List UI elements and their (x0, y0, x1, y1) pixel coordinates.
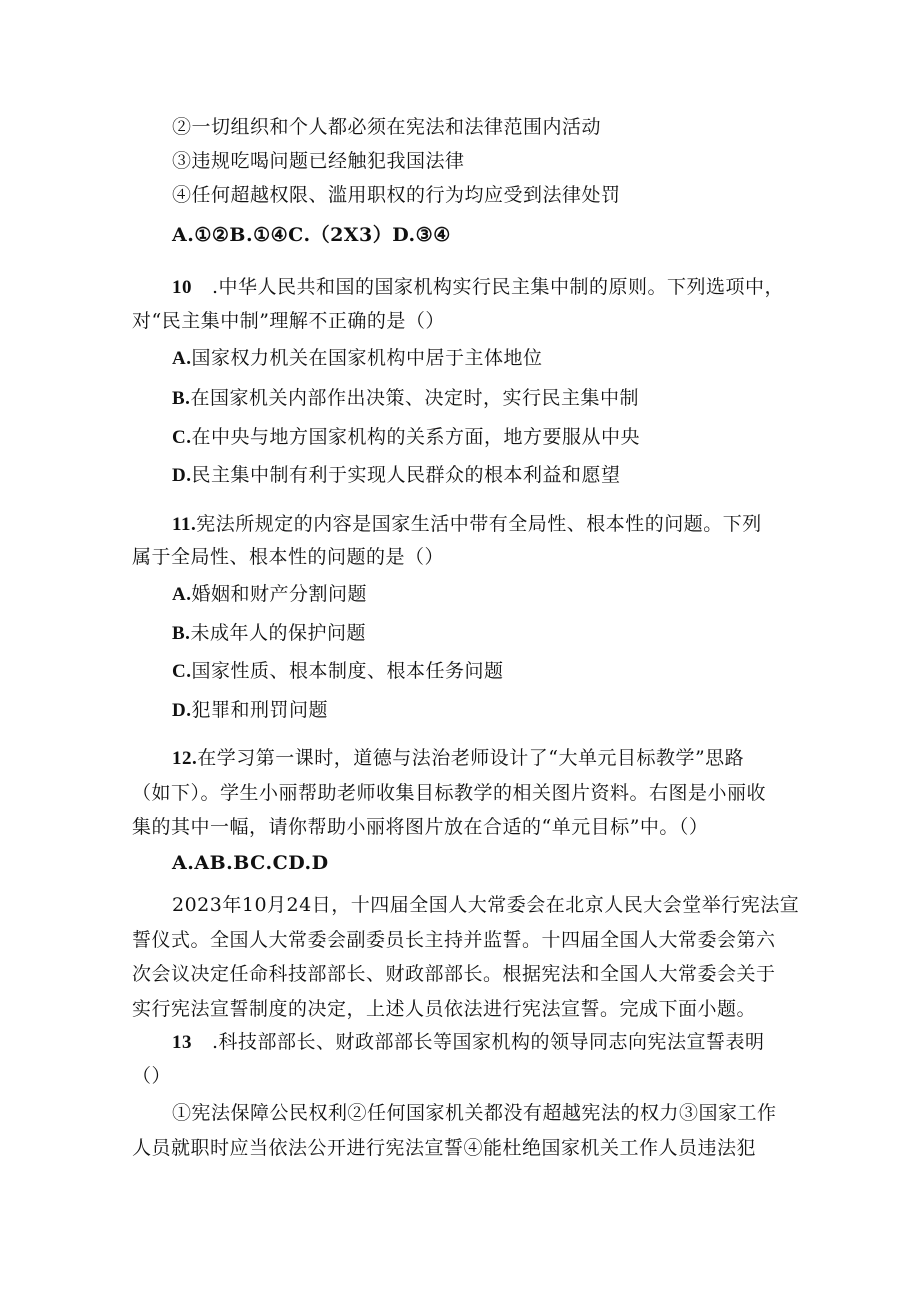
q10-stem-line-1 (172, 275, 784, 300)
q12-stem-line-2: （如下）。学生小丽帮助老师收集目标教学的相关图片资料。右图是小丽收 (132, 782, 767, 804)
q12-stem-line-3: 集的其中一幅，请你帮助小丽将图片放在合适的“单元目标”中。（） (132, 816, 709, 838)
q11-stem-text-1: 宪法所规定的内容是国家生活中带有全局性、根本性的问题。下列 (196, 513, 762, 535)
q10-stem-text-1: .中华人民共和国的国家机构实行民主集中制的原则。下列选项中， (212, 276, 785, 298)
q13-stem-text-1: .科技部部长、财政部部长等国家机构的领导同志向宪法宣誓表明 (212, 1031, 765, 1053)
passage-line-1: 2023年10月24日，十四届全国人大常委会在北京人民大会堂举行宪法宣 (172, 894, 800, 916)
passage-line-2: 誓仪式。全国人大常委会副委员长主持并监誓。十四届全国人大常委会第六 (132, 929, 776, 951)
q10-option-a: A.国家权力机关在国家机构中居于主体地位 (172, 347, 543, 369)
q12-stem-line-1 (172, 746, 744, 771)
q9-choices: A.①②B.①④C.（2X3）D.③④ (172, 224, 451, 246)
q13-stem-line-1 (172, 1030, 765, 1055)
q10-stem-line-2: 对“民主集中制”理解不正确的是（） (132, 310, 445, 332)
q11-option-a: A.婚姻和财产分割问题 (172, 583, 367, 605)
passage-line-3: 次会议决定任命科技部部长、财政部部长。根据宪法和全国人大常委会关于 (132, 963, 776, 985)
q11-stem-line-2: 属于全局性、根本性的问题的是（） (132, 546, 445, 568)
q13-stem-line-2: （） (132, 1065, 172, 1087)
q10-option-c: C.在中央与地方国家机构的关系方面，地方要服从中央 (172, 426, 640, 448)
q10-option-b: B.在国家机关内部作出决策、决定时，实行民主集中制 (172, 387, 639, 409)
q13-items-line-1: ①宪法保障公民权利②任何国家机关都没有超越宪法的权力③国家工作 (172, 1102, 777, 1124)
q12-stem-text-1: 在学习第一课时，道德与法治老师设计了“大单元目标教学”思路 (197, 747, 745, 769)
q11-stem-line-1 (172, 512, 762, 537)
q9-item-3: ③违规吃喝问题已经触犯我国法律 (172, 150, 465, 172)
q13-items-line-2: 人员就职时应当依法公开进行宪法宣誓④能杜绝国家机关工作人员违法犯 (132, 1137, 757, 1159)
q11-option-d: D.犯罪和刑罚问题 (172, 699, 328, 721)
q11-option-c: C.国家性质、根本制度、根本任务问题 (172, 660, 504, 682)
q11-number: 11. (172, 514, 197, 535)
q12-number: 12. (172, 748, 198, 769)
q9-item-2: ②一切组织和个人都必须在宪法和法律范围内活动 (172, 116, 602, 138)
passage-line-4: 实行宪法宣誓制度的决定，上述人员依法进行宪法宣誓。完成下面小题。 (132, 998, 757, 1020)
q10-option-d: D.民主集中制有利于实现人民群众的根本利益和愿望 (172, 464, 621, 486)
q9-item-4: ④任何超越权限、滥用职权的行为均应受到法律处罚 (172, 184, 621, 206)
q12-choices: A.AB.BC.CD.D (172, 852, 329, 874)
q10-number: 10 (172, 277, 192, 298)
q11-option-b: B.未成年人的保护问题 (172, 622, 366, 644)
q13-number: 13 (172, 1032, 192, 1053)
